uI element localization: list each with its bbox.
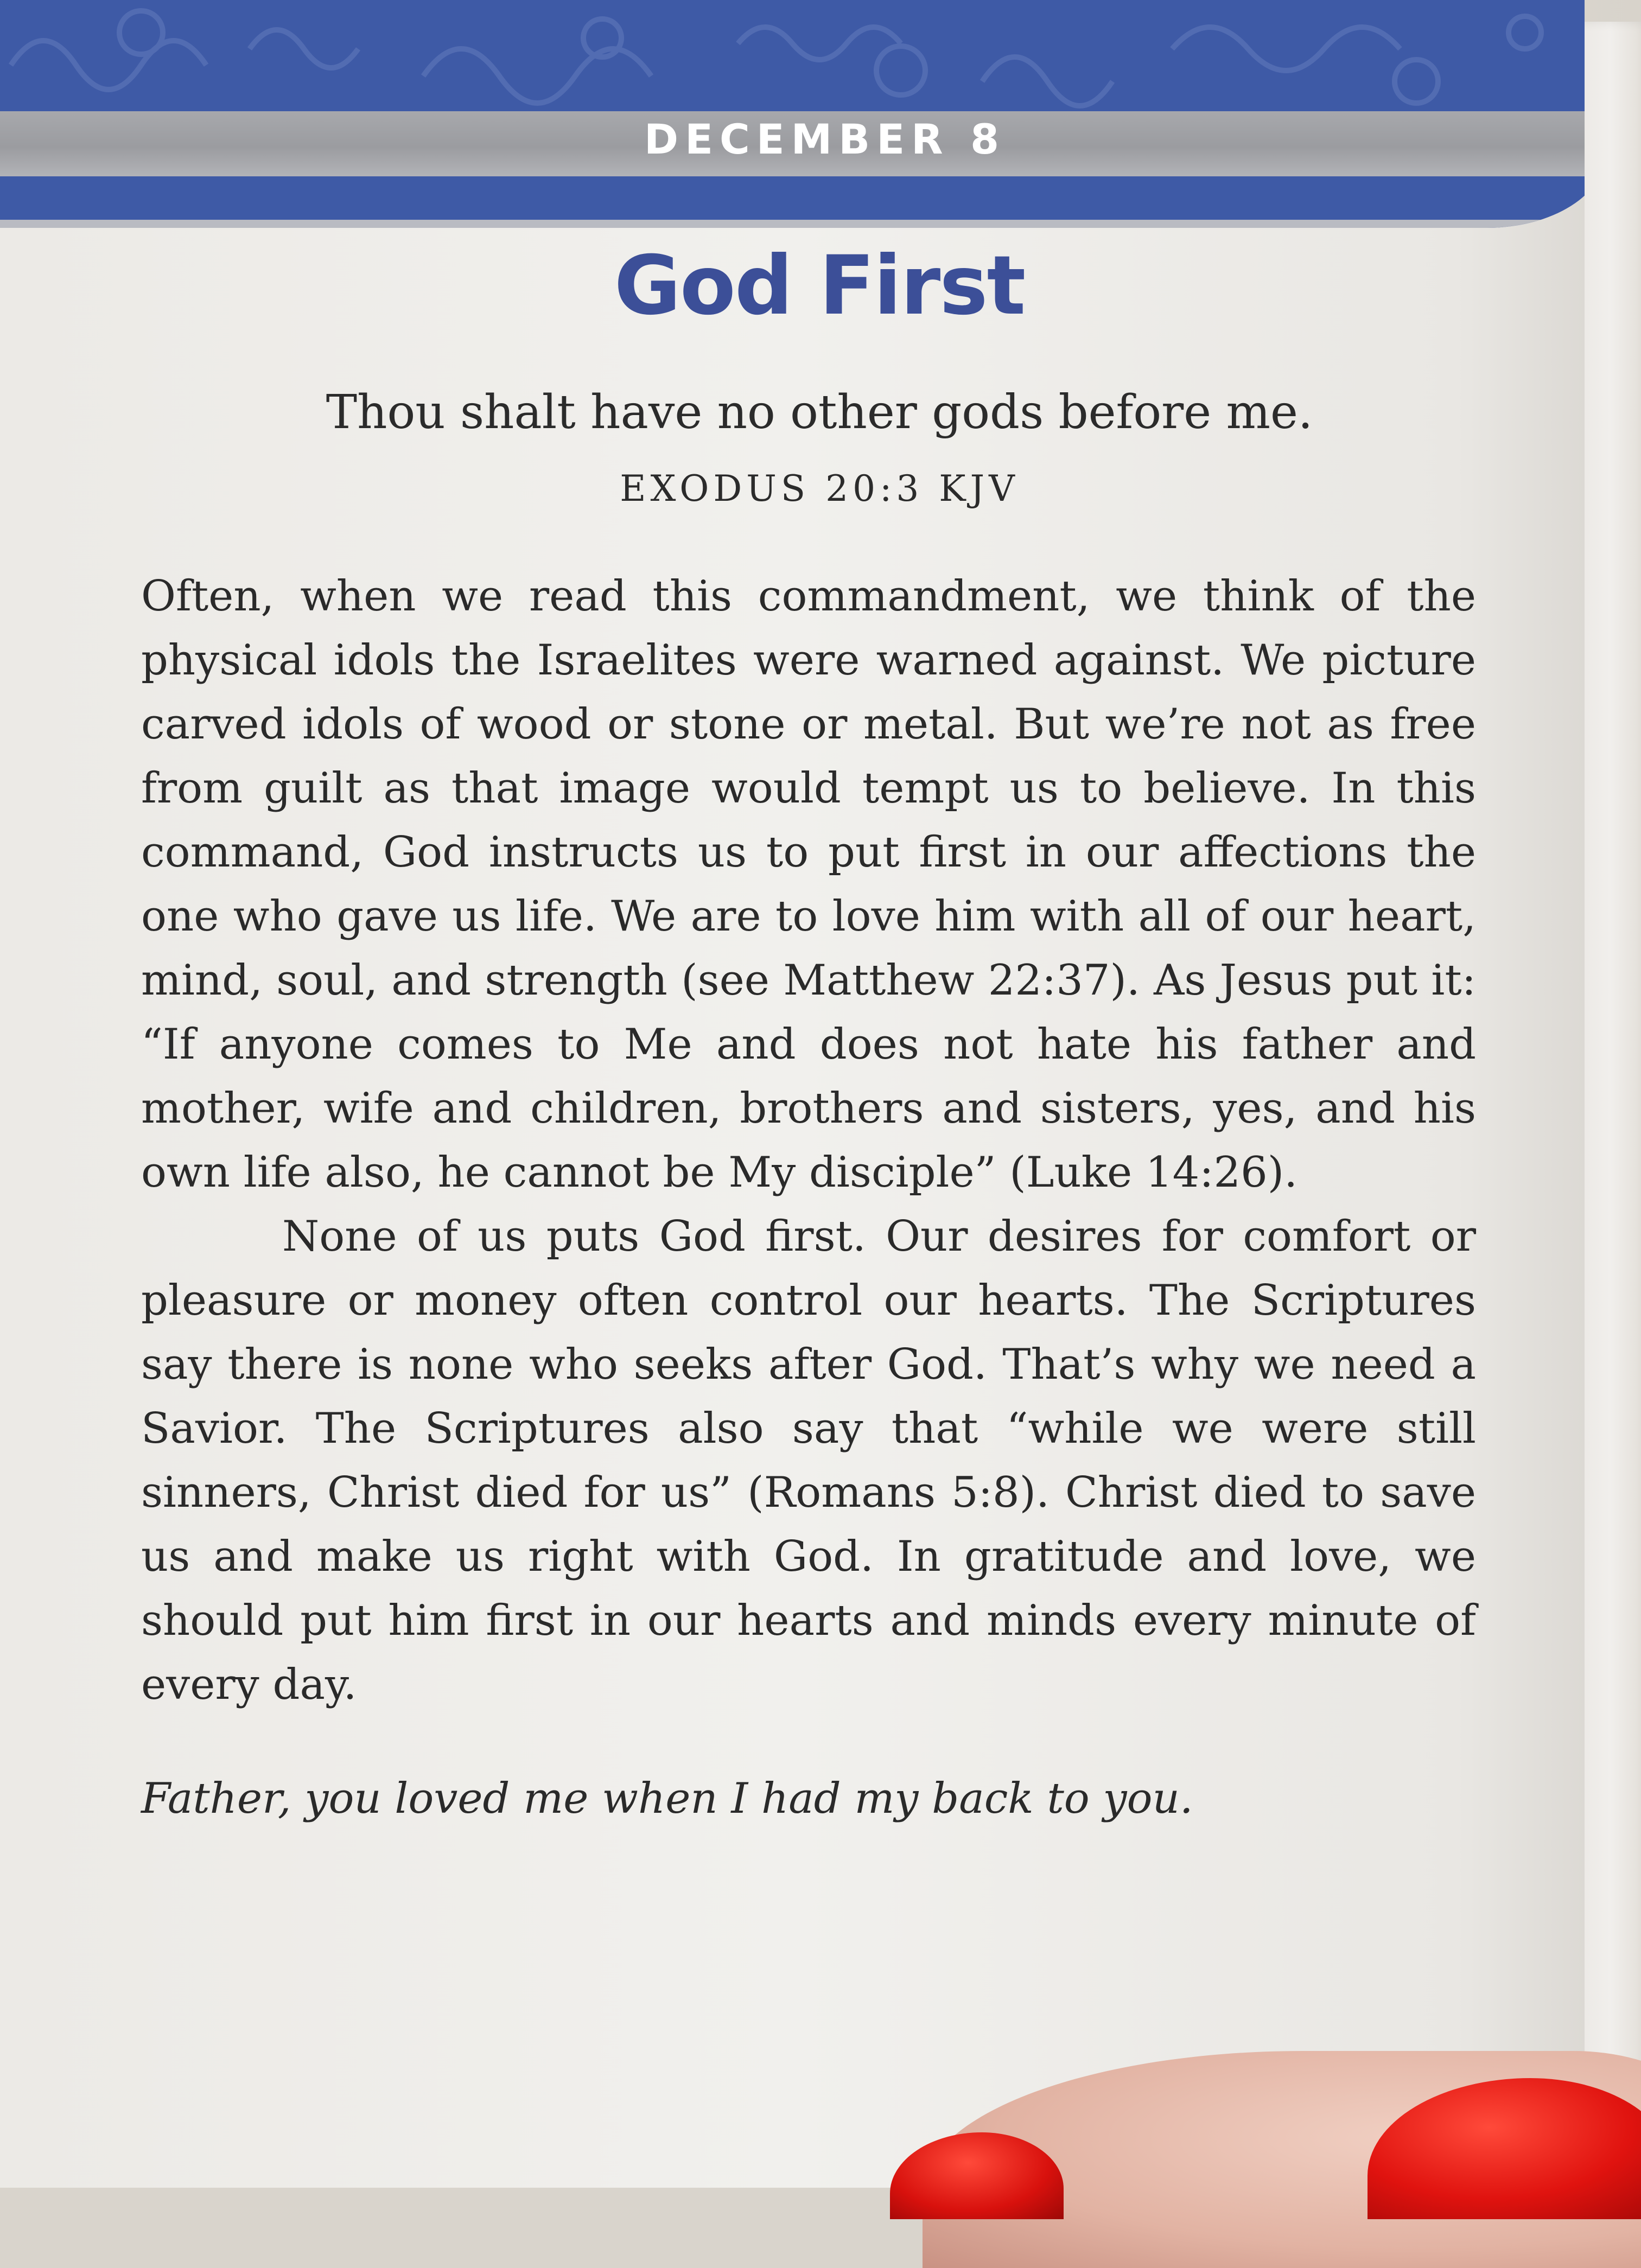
scripture-reference: EXODUS 20:3 KJV <box>620 468 1019 509</box>
devotional-body <box>141 564 1476 1717</box>
paragraph-2: None of us puts God first. Our desires for comfort or pleasure or money often control our hearts. The Scriptures say there is none who seeks after God. That’s why we need a Savior. The Scriptures also say that “while we were still sinners, Christ died for us” (Romans 5:8). Christ died to save us and make us right with God. In gratitude and love, we should put him first in our hearts and minds every minute of every day. <box>141 1212 1476 1709</box>
closing-prayer: Father, you loved me when I had my back to you. <box>141 1774 1193 1823</box>
scripture-verse: Thou shalt have no other gods before me. <box>326 385 1313 439</box>
header-blue-lower <box>0 176 1585 220</box>
page-title: God First <box>614 239 1025 333</box>
date-label: DECEMBER 8 <box>644 115 1006 163</box>
paragraph-1: Often, when we read this commandment, we think of the physical idols the Israelites were warned against. We picture carved idols of wood or stone or metal. But we’re not as free from guilt as that image would tempt us to believe. In this command, God instructs us to put first in our affections the one who gave us life. We are to love him with all of our heart, mind, soul, and strength (see Matthew 22:37). As Jesus put it: “If anyone comes to Me and does not hate his father and mother, wife and children, brothers and sisters, yes, and his own life also, he cannot be My disciple” (Luke 14:26). <box>141 572 1476 1197</box>
header-band <box>0 0 1585 228</box>
header-edge-line <box>0 220 1585 228</box>
